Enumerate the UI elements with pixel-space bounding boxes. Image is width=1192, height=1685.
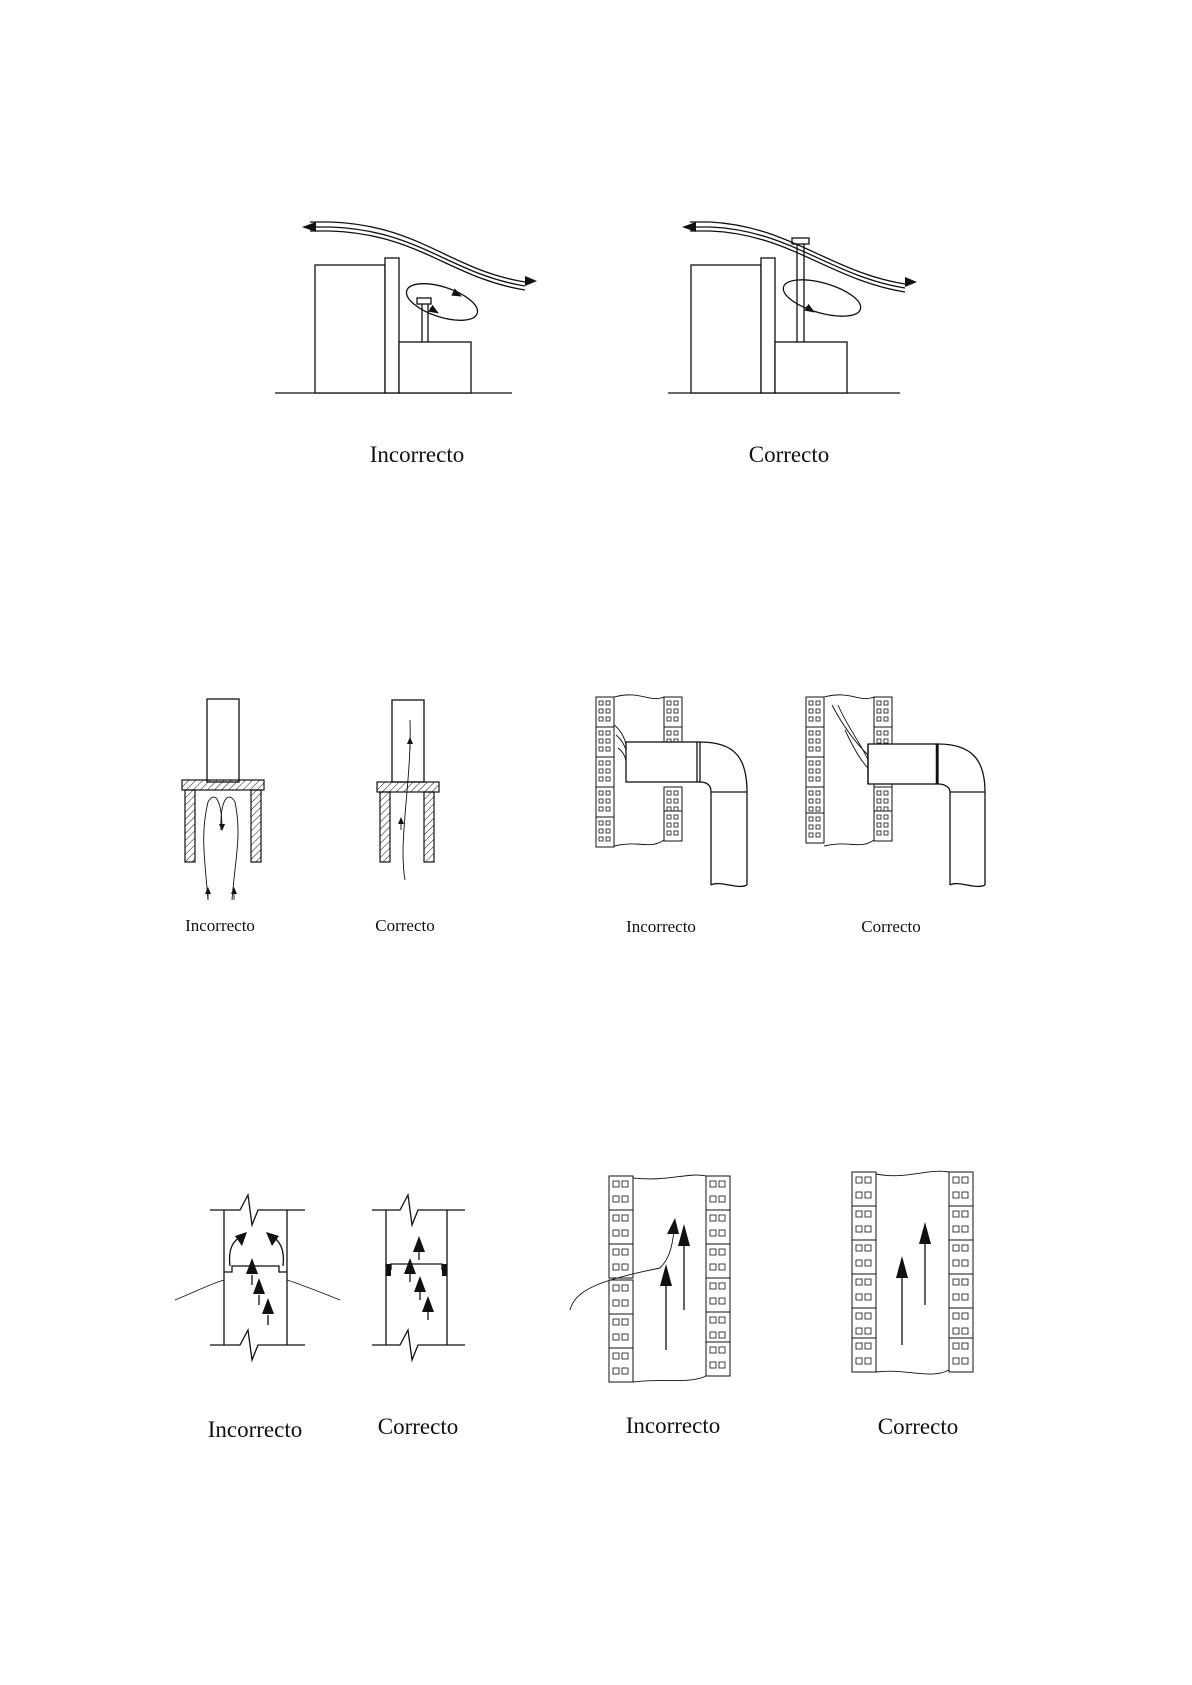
collar-correct-figure xyxy=(372,1195,465,1360)
flue-pipe xyxy=(207,699,239,782)
cap-plate xyxy=(182,780,264,790)
chimney-cap xyxy=(417,298,431,304)
roof-incorrect-figure xyxy=(275,222,537,393)
tall-wall xyxy=(385,258,399,393)
tall-wall xyxy=(761,258,775,393)
elbow-bend xyxy=(700,742,747,885)
chimney-wall-left xyxy=(185,790,195,862)
flue-pipe xyxy=(392,700,424,782)
chimney-wall-right xyxy=(251,790,261,862)
cap-incorrect-figure xyxy=(182,699,264,900)
join-incorrect-figure xyxy=(570,1175,730,1382)
wind-arrow-icon xyxy=(302,222,316,232)
label-cap-incorrect: Incorrecto xyxy=(185,916,255,935)
cap-correct-figure xyxy=(377,700,439,880)
wind-arrow-icon xyxy=(682,222,696,232)
label-wall-incorrect: Incorrecto xyxy=(626,917,696,936)
inflow-right xyxy=(287,1280,340,1300)
flue-tube xyxy=(626,742,700,782)
label-join-incorrect: Incorrecto xyxy=(625,1413,721,1438)
label-join-correct: Correcto xyxy=(877,1414,959,1439)
chimney-wall-right xyxy=(424,792,434,862)
eddy-loop xyxy=(779,273,864,324)
low-building xyxy=(775,342,847,393)
smoke-lines xyxy=(832,705,868,755)
seal-left xyxy=(386,1264,391,1276)
building-block xyxy=(315,265,385,393)
collar-incorrect-figure xyxy=(175,1195,340,1360)
label-collar-correct: Correcto xyxy=(377,1414,459,1439)
flow-arrow-icon xyxy=(413,1236,425,1252)
elbow-bend xyxy=(938,744,985,885)
join-correct-figure xyxy=(852,1171,973,1374)
flue-collar xyxy=(391,1264,442,1270)
chimney-wall-left xyxy=(380,792,390,862)
label-roof-correct: Correcto xyxy=(748,442,830,467)
eddy-loop xyxy=(402,276,482,327)
label-cap-correct: Correcto xyxy=(375,916,435,935)
inflow-left xyxy=(175,1280,224,1300)
label-roof-incorrect: Incorrecto xyxy=(369,442,465,467)
label-collar-incorrect: Incorrecto xyxy=(207,1417,303,1442)
flow-arrow-icon xyxy=(667,1218,679,1234)
wall-incorrect-figure xyxy=(596,695,747,887)
low-building xyxy=(399,342,471,393)
roof-correct-figure xyxy=(668,222,917,393)
flue-tube xyxy=(868,744,938,784)
building-block xyxy=(691,265,761,393)
label-wall-correct: Correcto xyxy=(861,917,921,936)
flow-arrow-icon xyxy=(896,1256,908,1278)
swirl-flow xyxy=(204,797,222,900)
seal-right xyxy=(442,1264,447,1276)
wall-correct-figure xyxy=(806,695,985,887)
